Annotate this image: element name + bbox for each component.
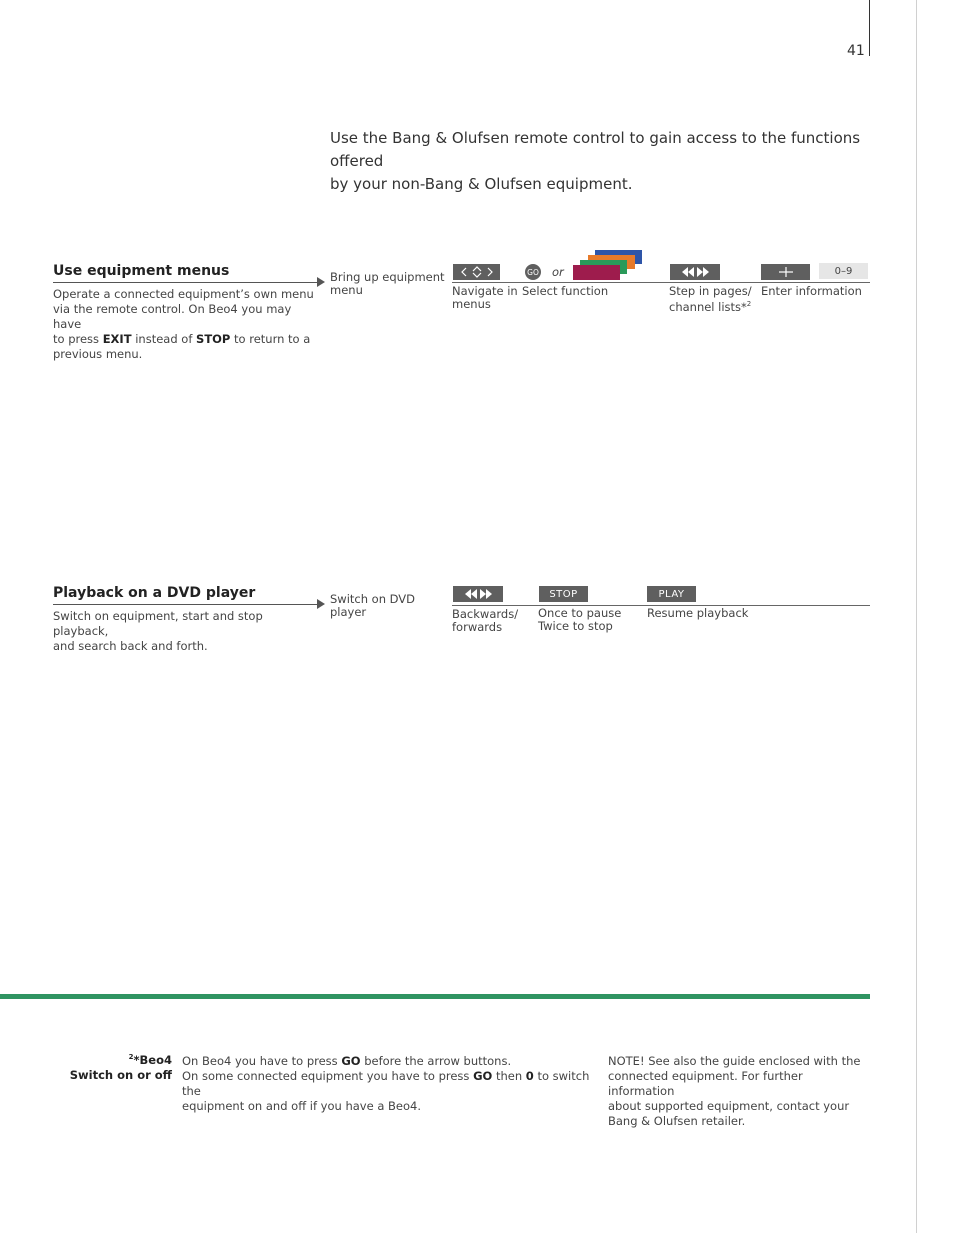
arrow-icon (317, 277, 325, 287)
caption-wind (452, 608, 518, 634)
go-key-text: GO (473, 1069, 493, 1083)
footnote-line (182, 1069, 592, 1099)
caption-line: Step in pages/ (669, 284, 752, 298)
go-key-text: GO (341, 1054, 361, 1068)
text: instead of (131, 332, 197, 346)
step-label-line: menu (330, 283, 363, 297)
red-key (573, 265, 620, 280)
colour-keys-icon (573, 250, 643, 282)
section-rule (53, 282, 317, 283)
caption-select: Select function (522, 284, 609, 298)
plus-icon (778, 266, 794, 278)
caption-step (669, 285, 752, 314)
caption-line: forwards (452, 620, 503, 634)
enter-button (761, 264, 810, 280)
page-number: 41 (847, 43, 865, 59)
stop-key-text: STOP (196, 332, 231, 346)
step-label-line: player (330, 605, 367, 619)
intro-line-2: by your non-Bang & Olufsen equipment. (330, 175, 633, 193)
digits-key: 0–9 (819, 263, 868, 279)
rewind-forward-icon (678, 266, 712, 278)
text: On some connected equipment you have to press (182, 1069, 474, 1083)
text: to return to a (230, 332, 311, 346)
footnote-text (182, 1054, 592, 1114)
footnote-labels (40, 1050, 172, 1083)
note-text (608, 1054, 868, 1129)
note-line: connected equipment. For further information (608, 1069, 803, 1098)
step-label (330, 593, 415, 619)
page-edge-line (916, 0, 917, 1233)
caption-line: Once to pause (538, 606, 622, 620)
text: before the arrow buttons. (360, 1054, 512, 1068)
play-button (647, 586, 696, 602)
text: On Beo4 you have to press (182, 1054, 342, 1068)
caption-line (669, 298, 752, 314)
go-button (525, 264, 541, 280)
desc-line: Operate a connected equipment’s own menu (53, 287, 314, 301)
zero-key-text: 0 (525, 1069, 534, 1083)
caption-enter: Enter information (761, 284, 862, 298)
intro-line-1: Use the Bang & Olufsen remote control to gain access to the functions offered (330, 129, 861, 170)
footnote-mark: 2 (746, 300, 752, 308)
desc-line: and search back and forth. (53, 639, 208, 653)
section-title-equipment-menus: Use equipment menus (53, 263, 230, 279)
intro-text (330, 127, 870, 196)
desc-line: via the remote control. On Beo4 you may have (53, 302, 292, 331)
text: to press (53, 332, 103, 346)
section-rule (53, 604, 317, 605)
exit-key-text: EXIT (102, 332, 132, 346)
footnote-line (182, 1054, 592, 1069)
step-label (330, 271, 445, 297)
caption-line: Twice to stop (538, 619, 613, 633)
note-line: about supported equipment, contact your (608, 1099, 850, 1113)
step-label-line: Switch on DVD (330, 592, 416, 606)
section-description (53, 287, 318, 362)
stop-button (539, 586, 588, 602)
caption-stop (538, 607, 621, 633)
text: then (492, 1069, 526, 1083)
desc-line: Switch on equipment, start and stop playback, (53, 609, 263, 638)
navigate-arrows-button (453, 264, 500, 280)
section-title-dvd-playback: Playback on a DVD player (53, 585, 256, 601)
step-label-line: Bring up equipment (330, 270, 445, 284)
desc-line (53, 332, 318, 347)
stop-label: STOP (549, 588, 578, 600)
footnote-label-switch: Switch on or off (69, 1067, 172, 1082)
page-margin-line-top (869, 0, 870, 56)
arrows-icon (457, 266, 497, 278)
rewind-forward-icon (461, 588, 495, 600)
wind-rewind-button (453, 586, 503, 602)
footnote-label-beo4 (40, 1050, 172, 1068)
wind-rewind-button (670, 264, 720, 280)
footnote-mark: 2 (128, 1053, 134, 1061)
footer-divider (0, 994, 870, 999)
caption-line: Navigate in (452, 284, 518, 298)
text: to switch the (182, 1069, 590, 1098)
text: *Beo4 (133, 1052, 172, 1067)
or-text: or (552, 265, 564, 279)
desc-line: previous menu. (53, 347, 143, 361)
caption-navigate (452, 285, 518, 311)
arrow-icon (317, 599, 325, 609)
instruction-rule (452, 282, 870, 283)
play-label: PLAY (658, 588, 685, 600)
footnote-line: equipment on and off if you have a Beo4. (182, 1099, 422, 1113)
note-line: Bang & Olufsen retailer. (608, 1114, 746, 1128)
caption-line: Backwards/ (452, 607, 519, 621)
caption-line: menus (452, 297, 491, 311)
note-line: NOTE! See also the guide enclosed with the (608, 1054, 861, 1068)
go-label: GO (527, 267, 539, 277)
section-description (53, 609, 318, 654)
caption-play: Resume playback (647, 606, 749, 620)
text: channel lists* (669, 299, 747, 314)
